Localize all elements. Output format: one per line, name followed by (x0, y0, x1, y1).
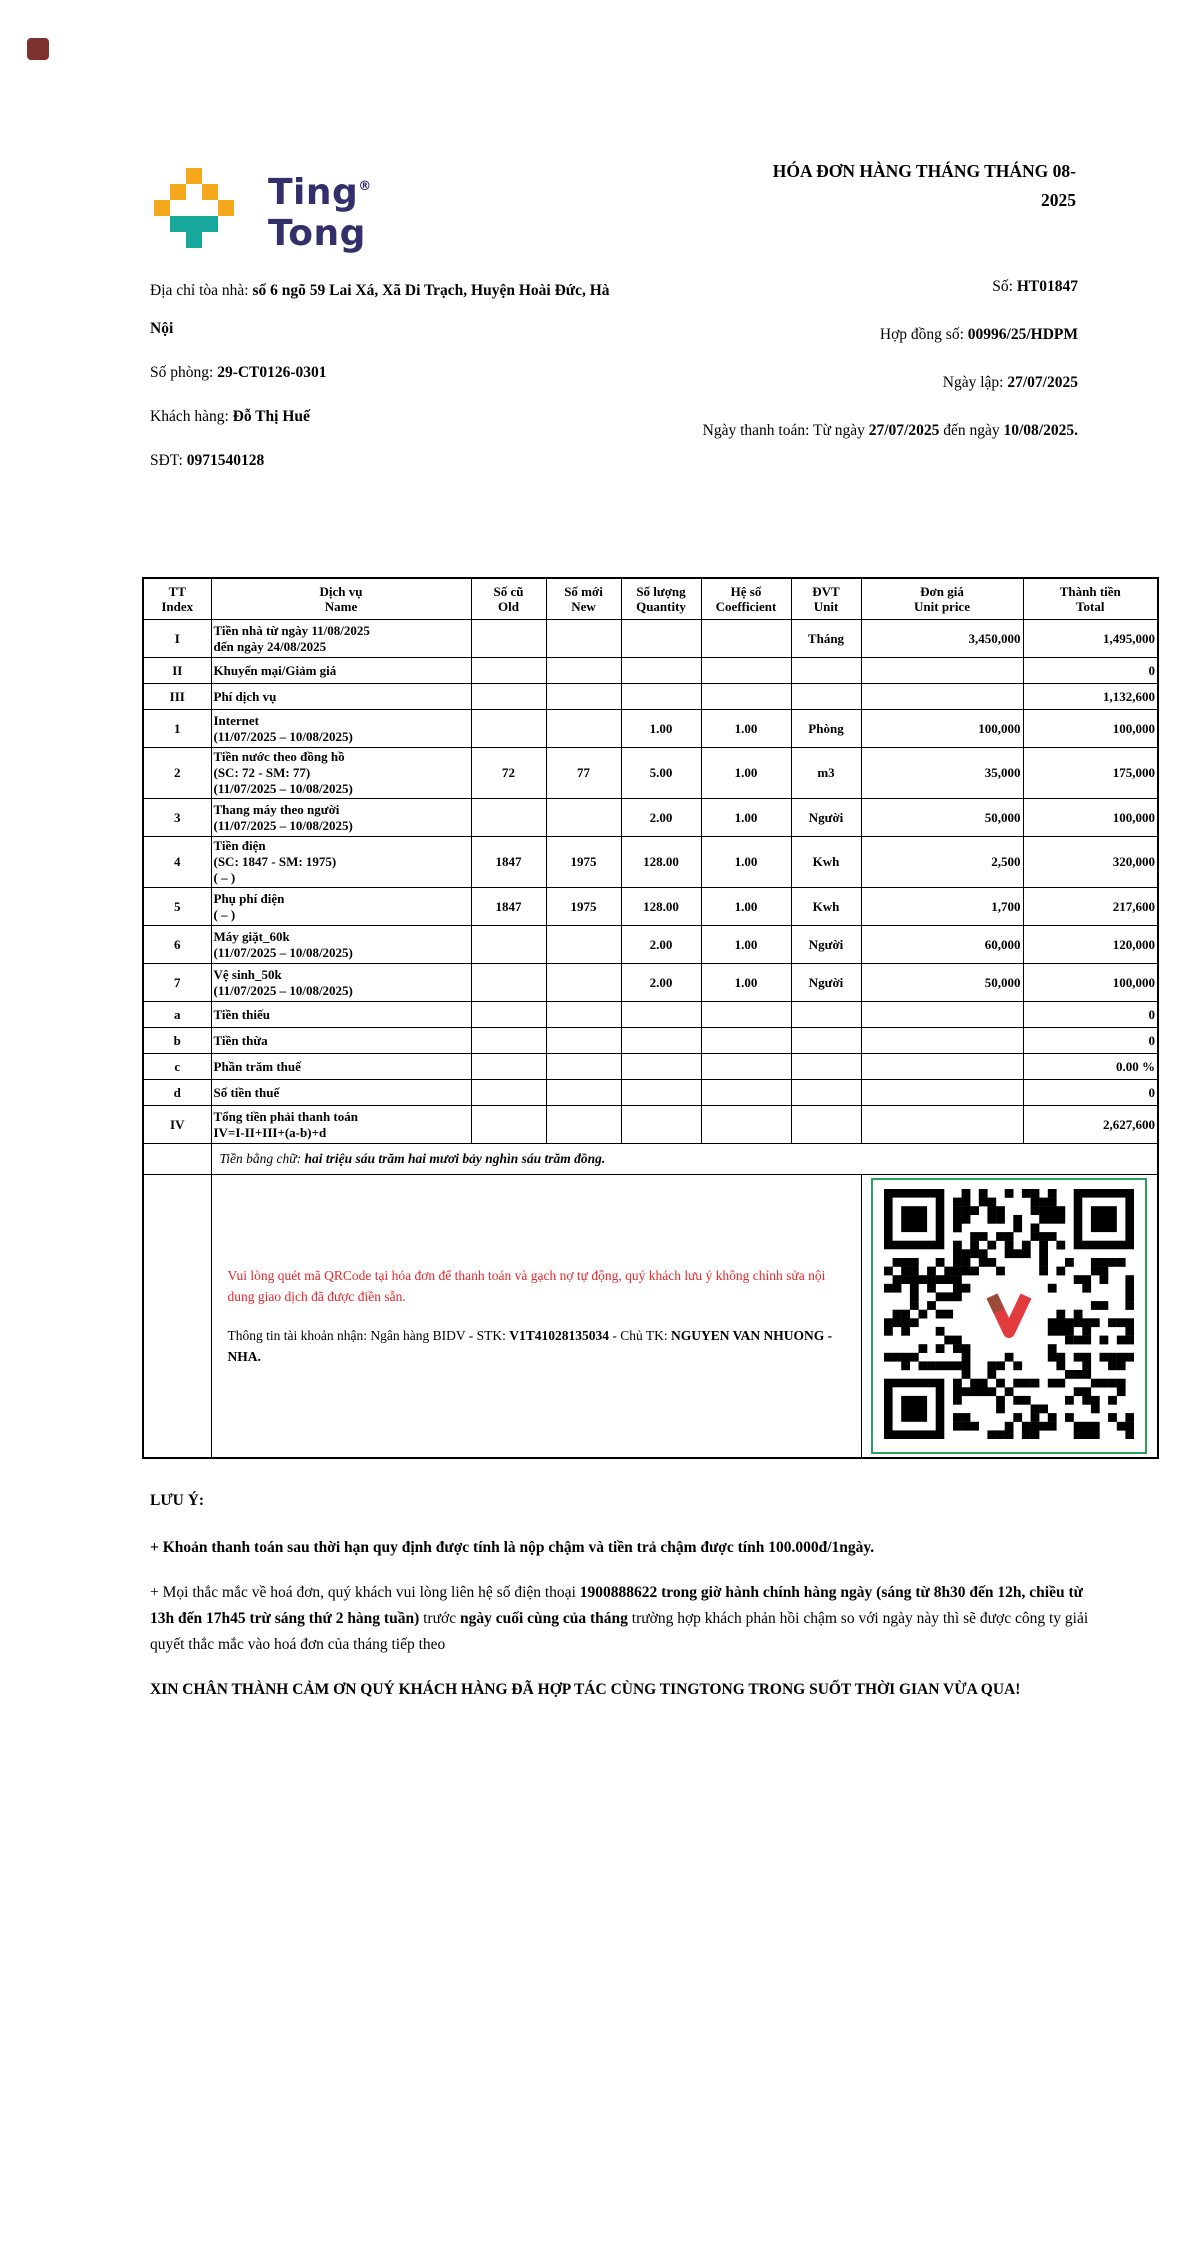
cell-total: 1,132,600 (1023, 684, 1158, 710)
cell-total: 0 (1023, 1080, 1158, 1106)
cell-index: II (143, 658, 211, 684)
customer-info (150, 272, 632, 486)
cell-quantity (621, 620, 701, 658)
service-name-line: (SC: 72 - SM: 77) (213, 765, 311, 780)
invoice-row-a (143, 1002, 1158, 1028)
cell-unit (791, 1054, 861, 1080)
amount-in-words-cell (211, 1144, 1158, 1175)
cell-service-name (211, 748, 471, 799)
cell-new (546, 1002, 621, 1028)
cell-index: d (143, 1080, 211, 1106)
cell-index: 5 (143, 888, 211, 926)
cell-service-name (211, 710, 471, 748)
cell-old (471, 1002, 546, 1028)
column-header-line: New (571, 599, 596, 614)
service-name-line: Tiền điện (213, 838, 266, 853)
cell-quantity (621, 1106, 701, 1144)
cell-service-name (211, 1028, 471, 1054)
invoice-title (600, 157, 1076, 215)
invoice-table (142, 577, 1159, 1459)
table-footer (143, 1144, 1158, 1459)
cell-coefficient (701, 1106, 791, 1144)
cell-coefficient: 1.00 (701, 926, 791, 964)
cell-index: I (143, 620, 211, 658)
cell-new: 1975 (546, 837, 621, 888)
empty-cell (143, 1144, 211, 1175)
cell-index: IV (143, 1106, 211, 1144)
cell-unit: Kwh (791, 888, 861, 926)
column-header-2 (471, 578, 546, 620)
column-header-line: Coefficient (715, 599, 777, 614)
cell-service-name (211, 964, 471, 1002)
service-name-line: Thang máy theo người (213, 801, 340, 817)
column-header-line: Số mới (564, 584, 603, 599)
service-name-line: đến ngày 24/08/2025 (213, 638, 327, 654)
cell-unit: Phòng (791, 710, 861, 748)
logo-line-2: Tong (268, 213, 366, 254)
customer-phone: SĐT: 0971540128 (150, 452, 265, 469)
cell-new (546, 1054, 621, 1080)
cell-quantity: 128.00 (621, 837, 701, 888)
note-thanks (150, 1677, 1108, 1703)
cell-old (471, 620, 546, 658)
cell-coefficient: 1.00 (701, 964, 791, 1002)
cell-unit-price (861, 1080, 1023, 1106)
cell-quantity: 128.00 (621, 888, 701, 926)
text-segment: ngày cuối cùng của tháng (459, 1610, 628, 1627)
column-header-line: Unit price (914, 599, 970, 614)
qr-code-cell (861, 1175, 1158, 1459)
cell-total: 0 (1023, 658, 1158, 684)
cell-old (471, 1054, 546, 1080)
text-segment: XIN CHÂN THÀNH CẢM ƠN QUÝ KHÁCH HÀNG ĐÃ HỢP TÁC CÙNG TINGTONG TRONG SUỐT THỜI GIAN VỪA QUA! (150, 1681, 1021, 1698)
empty-cell (143, 1175, 211, 1459)
logo-pixel (186, 232, 202, 248)
column-header-line: Name (324, 599, 358, 614)
column-header-line: Số lượng (636, 584, 686, 599)
cell-new (546, 799, 621, 837)
invoice-row-1 (143, 710, 1158, 748)
invoice-row-6 (143, 926, 1158, 964)
cell-unit-price: 35,000 (861, 748, 1023, 799)
cell-old (471, 684, 546, 710)
cell-total: 100,000 (1023, 710, 1158, 748)
cell-unit (791, 684, 861, 710)
invoice-number: Số: HT01847 (992, 278, 1078, 295)
service-name-line: Tiền thiếu (213, 1006, 270, 1022)
registered-mark: ® (358, 179, 372, 194)
cell-index: III (143, 684, 211, 710)
logo-pixel (202, 184, 218, 200)
cell-unit (791, 1002, 861, 1028)
text-segment: + Mọi thắc mắc về hoá đơn, quý khách vui lòng liên hệ số điện thoại (150, 1584, 580, 1601)
cell-unit-price (861, 1002, 1023, 1028)
payment-instructions-cell (211, 1175, 861, 1459)
invoice-meta (658, 272, 1078, 486)
cell-unit (791, 1028, 861, 1054)
cell-coefficient (701, 1028, 791, 1054)
cell-old (471, 964, 546, 1002)
service-name-line: (11/07/2025 – 10/08/2025) (213, 817, 353, 833)
cell-unit-price: 2,500 (861, 837, 1023, 888)
column-header-line: Dịch vụ (319, 584, 363, 599)
column-header-line: Thành tiền (1059, 584, 1121, 599)
service-name-line: Internet (213, 712, 259, 728)
cell-unit-price: 60,000 (861, 926, 1023, 964)
invoice-row-I (143, 620, 1158, 658)
logo-pixel (186, 168, 202, 184)
text-segment: 27/07/2025 (868, 422, 940, 439)
cell-old: 1847 (471, 837, 546, 888)
cell-coefficient: 1.00 (701, 837, 791, 888)
cell-old (471, 1028, 546, 1054)
column-header-0 (143, 578, 211, 620)
cell-index: c (143, 1054, 211, 1080)
invoice-row-IV (143, 1106, 1158, 1144)
tingtong-logo-text (268, 166, 372, 254)
cell-unit-price: 50,000 (861, 799, 1023, 837)
contract-number: Hợp đồng số: 00996/25/HDPM (879, 326, 1078, 343)
cell-old (471, 926, 546, 964)
service-name-line: (11/07/2025 – 10/08/2025) (213, 781, 353, 796)
amount-in-words-label: Tiền bằng chữ: (219, 1151, 305, 1166)
column-header-line: Index (161, 599, 194, 614)
invoice-row-II (143, 658, 1158, 684)
cell-unit: Kwh (791, 837, 861, 888)
cell-coefficient: 1.00 (701, 799, 791, 837)
cell-index: 4 (143, 837, 211, 888)
page-corner-marker (27, 38, 49, 60)
cell-service-name (211, 1054, 471, 1080)
cell-quantity: 2.00 (621, 799, 701, 837)
cell-total: 1,495,000 (1023, 620, 1158, 658)
cell-coefficient: 1.00 (701, 710, 791, 748)
invoice-title-line: HÓA ĐƠN HÀNG THÁNG THÁNG 08- (772, 161, 1076, 181)
payment-period (658, 416, 1078, 446)
cell-unit-price: 100,000 (861, 710, 1023, 748)
cell-quantity (621, 1080, 701, 1106)
cell-old: 1847 (471, 888, 546, 926)
cell-unit (791, 1106, 861, 1144)
cell-quantity: 2.00 (621, 926, 701, 964)
text-segment: trước (419, 1610, 460, 1627)
service-name-line: Khuyến mại/Giảm giá (213, 662, 337, 678)
service-name-line: ( – ) (213, 906, 236, 922)
column-header-line: ĐVT (812, 584, 840, 599)
column-header-5 (701, 578, 791, 620)
cell-total: 0.00 % (1023, 1054, 1158, 1080)
cell-service-name (211, 1080, 471, 1106)
amount-in-words-row (143, 1144, 1158, 1175)
cell-coefficient (701, 1002, 791, 1028)
service-name-line: Tiền nhà từ ngày 11/08/2025 (213, 622, 370, 638)
cell-coefficient (701, 684, 791, 710)
room-number: Số phòng: 29-CT0126-0301 (150, 364, 327, 381)
invoice-row-7 (143, 964, 1158, 1002)
customer-name: Khách hàng: Đỗ Thị Huế (150, 408, 310, 425)
cell-service-name (211, 926, 471, 964)
text-segment: Ngày thanh toán: Từ ngày (702, 422, 869, 439)
service-name-line: IV=I-II+III+(a-b)+d (213, 1124, 327, 1140)
cell-quantity: 5.00 (621, 748, 701, 799)
cell-unit: Người (791, 799, 861, 837)
cell-new (546, 710, 621, 748)
cell-old (471, 658, 546, 684)
bank-account-info (228, 1325, 845, 1367)
payment-qr-code (871, 1178, 1147, 1454)
column-header-line: TT (168, 584, 186, 599)
cell-quantity (621, 1002, 701, 1028)
cell-new (546, 964, 621, 1002)
service-name-line: ( – ) (213, 870, 236, 885)
cell-old (471, 1080, 546, 1106)
invoice-info (150, 272, 1078, 486)
cell-new (546, 1028, 621, 1054)
cell-service-name (211, 658, 471, 684)
service-name-line: Phần trăm thuế (213, 1058, 301, 1074)
logo-pixel (170, 184, 186, 200)
cell-service-name (211, 799, 471, 837)
column-header-line: Đơn giá (920, 584, 964, 599)
cell-total: 320,000 (1023, 837, 1158, 888)
note-hotline (150, 1580, 1108, 1658)
cell-total: 217,600 (1023, 888, 1158, 926)
logo-pixel (170, 216, 218, 232)
service-name-line: (11/07/2025 – 10/08/2025) (213, 982, 353, 998)
column-header-line: Quantity (636, 599, 686, 614)
cell-new (546, 1080, 621, 1106)
text-segment: trường hợp khách phản hồi chậm so với ngày này thì sẽ được công ty giải quyết thắc mắc vào hoá đơn của tháng tiếp theo (150, 1610, 1089, 1653)
invoice-row-3 (143, 799, 1158, 837)
notes-heading: LƯU Ý: (150, 1492, 205, 1509)
cell-unit: Người (791, 926, 861, 964)
cell-coefficient (701, 658, 791, 684)
cell-index: 6 (143, 926, 211, 964)
column-header-line: Total (1076, 599, 1105, 614)
cell-index: 2 (143, 748, 211, 799)
text-segment: Thông tin tài khoản nhận: Ngân hàng BIDV - STK: (227, 1328, 510, 1343)
cell-total: 175,000 (1023, 748, 1158, 799)
cell-service-name (211, 837, 471, 888)
invoice-row-b (143, 1028, 1158, 1054)
invoice-row-2 (143, 748, 1158, 799)
text-segment: - Chủ TK: (608, 1328, 671, 1343)
service-name-line: Số tiền thuế (213, 1084, 280, 1100)
cell-total: 120,000 (1023, 926, 1158, 964)
service-name-line: Phụ phí điện (213, 890, 285, 906)
cell-unit-price (861, 1106, 1023, 1144)
cell-unit-price (861, 684, 1023, 710)
footer-notes (150, 1488, 1108, 1722)
column-header-7 (861, 578, 1023, 620)
cell-quantity (621, 684, 701, 710)
invoice-row-5 (143, 888, 1158, 926)
service-name-line: Vệ sinh_50k (213, 966, 282, 982)
cell-index: a (143, 1002, 211, 1028)
service-name-line: Tổng tiền phải thanh toán (213, 1108, 358, 1124)
qr-code-svg (884, 1189, 1134, 1439)
cell-new (546, 620, 621, 658)
cell-index: 3 (143, 799, 211, 837)
cell-old (471, 1106, 546, 1144)
cell-unit-price (861, 1028, 1023, 1054)
text-segment: đến ngày (939, 422, 1004, 439)
logo-pixel (218, 200, 234, 216)
cell-quantity (621, 658, 701, 684)
cell-unit (791, 1080, 861, 1106)
service-name-line: Phí dịch vụ (213, 688, 277, 704)
qr-pattern (884, 1189, 1134, 1443)
logo-line-1: Ting® (268, 172, 372, 213)
cell-old (471, 710, 546, 748)
cell-new (546, 1106, 621, 1144)
invoice-row-4 (143, 837, 1158, 888)
cell-quantity: 1.00 (621, 710, 701, 748)
cell-total: 100,000 (1023, 964, 1158, 1002)
column-header-8 (1023, 578, 1158, 620)
text-segment: 1900888622 trong giờ hành chính hàng ngày (sáng từ 8h30 đến 12h, chiều từ 13h đến 17h45 trừ sáng thứ 2 hàng tuần) (150, 1584, 1083, 1627)
column-header-1 (211, 578, 471, 620)
cell-service-name (211, 888, 471, 926)
column-header-3 (546, 578, 621, 620)
cell-old: 72 (471, 748, 546, 799)
cell-coefficient (701, 1080, 791, 1106)
cell-service-name (211, 684, 471, 710)
cell-unit-price (861, 658, 1023, 684)
table-header (143, 578, 1158, 620)
cell-total: 0 (1023, 1028, 1158, 1054)
text-segment: 10/08/2025. (1003, 422, 1078, 439)
cell-total: 2,627,600 (1023, 1106, 1158, 1144)
service-name-line: (SC: 1847 - SM: 1975) (213, 854, 337, 869)
cell-unit-price: 1,700 (861, 888, 1023, 926)
invoice-title-line: 2025 (1041, 190, 1076, 210)
cell-new (546, 926, 621, 964)
cell-new (546, 684, 621, 710)
cell-quantity (621, 1028, 701, 1054)
service-name-line: Máy giặt_60k (213, 928, 290, 944)
invoice-row-III (143, 684, 1158, 710)
service-name-line: (11/07/2025 – 10/08/2025) (213, 944, 353, 960)
column-header-line: Hệ số (730, 584, 762, 599)
cell-index: b (143, 1028, 211, 1054)
cell-index: 7 (143, 964, 211, 1002)
cell-service-name (211, 1106, 471, 1144)
column-header-line: Unit (813, 599, 839, 614)
qr-payment-notice: Vui lòng quét mã QRCode tại hóa đơn để thanh toán và gạch nợ tự động, quý khách lưu ý không chỉnh sửa nội dung giao dịch đã được điền sẵn. (227, 1268, 826, 1304)
cell-unit: m3 (791, 748, 861, 799)
cell-coefficient: 1.00 (701, 748, 791, 799)
cell-unit (791, 658, 861, 684)
service-name-line: (11/07/2025 – 10/08/2025) (213, 728, 353, 744)
logo-pixel (154, 200, 170, 216)
cell-coefficient: 1.00 (701, 888, 791, 926)
table-body (143, 620, 1158, 1144)
building-address: Địa chỉ tòa nhà: số 6 ngõ 59 Lai Xá, Xã Di Trạch, Huyện Hoài Đức, Hà Nội (150, 282, 610, 337)
cell-new (546, 658, 621, 684)
service-name-line: Tiền thừa (213, 1032, 268, 1048)
cell-unit-price (861, 1054, 1023, 1080)
cell-new: 1975 (546, 888, 621, 926)
payment-row (143, 1175, 1158, 1459)
text-segment: NGUYEN VAN NHUONG - NHA. (227, 1328, 833, 1364)
column-header-line: Old (498, 599, 519, 614)
column-header-6 (791, 578, 861, 620)
issue-date: Ngày lập: 27/07/2025 (942, 374, 1078, 391)
column-header-line: Số cũ (493, 584, 524, 599)
service-name-line: Tiền nước theo đồng hồ (213, 749, 345, 764)
cell-total: 100,000 (1023, 799, 1158, 837)
invoice-row-d (143, 1080, 1158, 1106)
cell-quantity (621, 1054, 701, 1080)
cell-service-name (211, 620, 471, 658)
cell-quantity: 2.00 (621, 964, 701, 1002)
note-late-payment (150, 1535, 1108, 1561)
amount-in-words-value: hai triệu sáu trăm hai mươi bảy nghìn sáu trăm đồng. (304, 1151, 606, 1166)
cell-unit-price: 50,000 (861, 964, 1023, 1002)
cell-new: 77 (546, 748, 621, 799)
text-segment: + Khoản thanh toán sau thời hạn quy định được tính là nộp chậm và tiền trả chậm được tính 100.000đ/1ngày. (150, 1539, 875, 1556)
cell-coefficient (701, 1054, 791, 1080)
text-segment: V1T41028135034 (509, 1328, 609, 1343)
tingtong-logo-icon (154, 168, 234, 248)
cell-unit: Tháng (791, 620, 861, 658)
cell-coefficient (701, 620, 791, 658)
cell-service-name (211, 1002, 471, 1028)
column-header-4 (621, 578, 701, 620)
table-header-row (143, 578, 1158, 620)
cell-unit: Người (791, 964, 861, 1002)
cell-old (471, 799, 546, 837)
cell-index: 1 (143, 710, 211, 748)
cell-unit-price: 3,450,000 (861, 620, 1023, 658)
invoice-row-c (143, 1054, 1158, 1080)
cell-total: 0 (1023, 1002, 1158, 1028)
